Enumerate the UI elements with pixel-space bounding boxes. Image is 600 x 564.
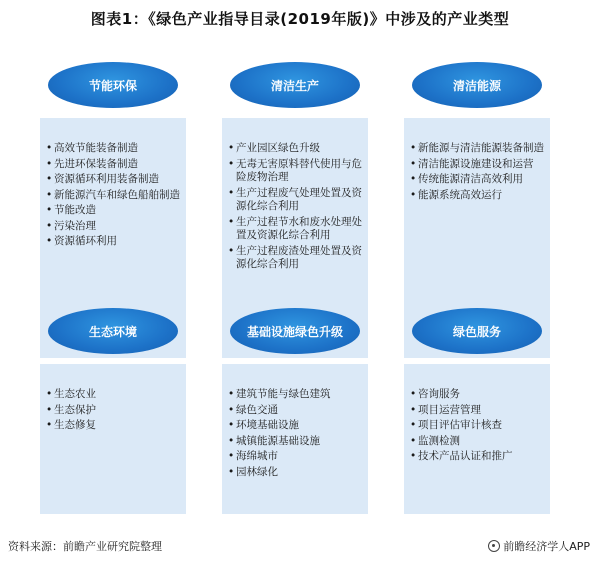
list-item: • 高效节能装备制造 <box>46 142 138 154</box>
list-item: • 先进环保装备制造 <box>46 157 138 170</box>
list-item: • 清洁能源设施建设和运营 <box>410 157 534 170</box>
list-item: • 技术产品认证和推广 <box>410 450 513 462</box>
list-item: • 生态保护 <box>46 403 96 416</box>
list-item: • 节能改造 <box>46 204 96 216</box>
category-oval: 绿色服务 <box>412 308 542 354</box>
list-item: • 环境基础设施 <box>228 419 299 431</box>
list-item: • 无毒无害原料替代使用与危险废物治理 <box>228 157 362 183</box>
category-panel <box>222 364 368 514</box>
list-item: • 园林绿化 <box>228 465 278 478</box>
list-item: • 生态农业 <box>46 388 96 400</box>
list-item: • 建筑节能与绿色建筑 <box>228 388 331 400</box>
brand-logo-icon <box>488 540 500 552</box>
list-item: • 资源循环利用 <box>46 235 117 247</box>
list-item: • 生产过程废渣处理处置及资源化综合利用 <box>228 244 362 270</box>
brand-credit <box>488 538 590 554</box>
list-item: • 新能源与清洁能源装备制造 <box>410 142 544 154</box>
list-item: • 城镇能源基础设施 <box>228 434 320 447</box>
category-oval: 基础设施绿色升级 <box>230 308 360 354</box>
list-item: • 监测检测 <box>410 434 460 447</box>
list-item: • 项目运营管理 <box>410 403 481 416</box>
brand-name: 前瞻经济学人APP <box>503 540 590 553</box>
list-item: • 生产过程废气处理处置及资源化综合利用 <box>228 186 362 212</box>
list-item: • 产业园区绿色升级 <box>228 142 320 154</box>
category-oval: 生态环境 <box>48 308 178 354</box>
category-oval: 清洁生产 <box>230 62 360 108</box>
list-item: • 咨询服务 <box>410 388 460 400</box>
category-panel <box>40 364 186 514</box>
chart-title: 图表1：《绿色产业指导目录(2019年版)》中涉及的产业类型 <box>90 10 510 28</box>
source-note: 资料来源：前瞻产业研究院整理 <box>8 540 162 553</box>
list-item: • 海绵城市 <box>228 450 278 462</box>
list-item: • 生态修复 <box>46 419 96 431</box>
list-item: • 绿色交通 <box>228 403 278 416</box>
list-item: • 项目评估审计核查 <box>410 419 502 431</box>
list-item: • 新能源汽车和绿色船舶制造 <box>46 188 180 201</box>
category-oval: 清洁能源 <box>412 62 542 108</box>
list-item: • 能源系统高效运行 <box>410 188 502 201</box>
list-item: • 资源循环利用装备制造 <box>46 173 159 185</box>
list-item: • 传统能源清洁高效利用 <box>410 173 523 185</box>
category-oval: 节能环保 <box>48 62 178 108</box>
category-panel <box>404 364 550 514</box>
list-item: • 生产过程节水和废水处理处置及资源化综合利用 <box>228 215 362 241</box>
list-item: • 污染治理 <box>46 219 96 232</box>
